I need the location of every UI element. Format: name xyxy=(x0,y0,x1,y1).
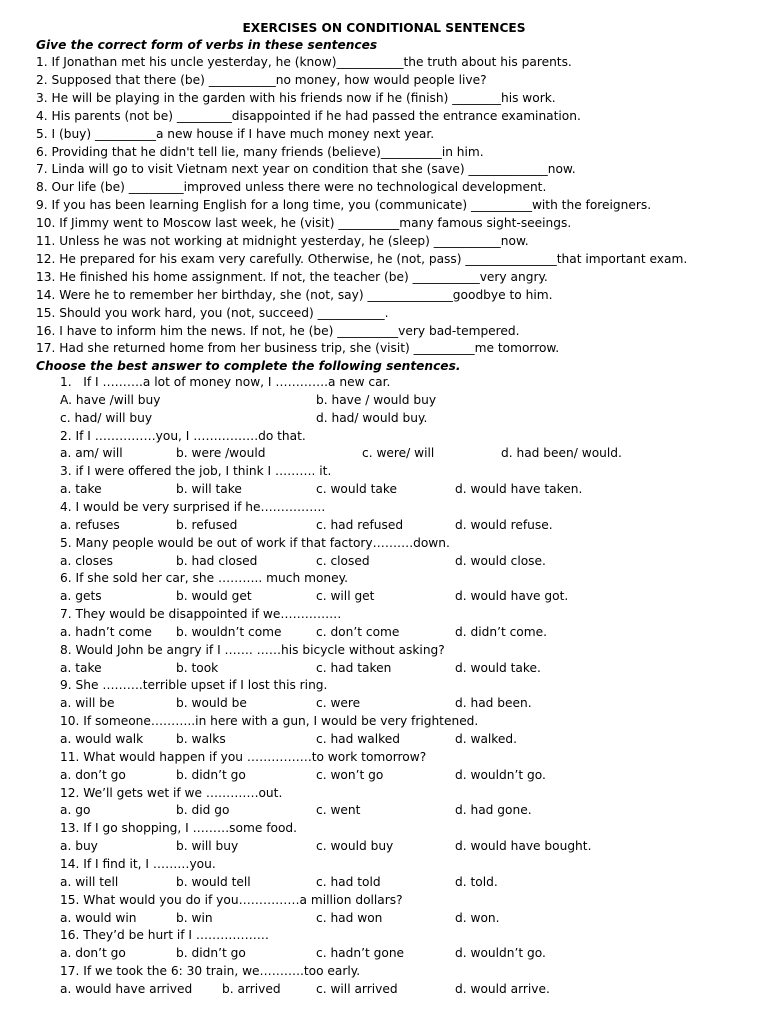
exercise-item: 4. His parents (not be) _________disappointed if he had passed the entrance examination. xyxy=(36,108,581,123)
answer-option[interactable]: b. walks xyxy=(176,732,226,746)
exercise-item: 17. Had she returned home from her business trip, she (visit) __________me tomorrow. xyxy=(36,341,560,356)
answer-option[interactable]: b. didn’t go xyxy=(176,946,246,961)
exercise-item: 8. Our life (be) _________improved unless there were no technological development. xyxy=(36,180,547,195)
answer-option[interactable]: c. had taken xyxy=(316,660,392,675)
answer-option[interactable]: b. win xyxy=(176,910,213,925)
answer-option[interactable]: b. wouldn’t come xyxy=(176,624,282,639)
question-stem: 5. Many people would be out of work if that factory……….down. xyxy=(60,535,450,550)
question-stem: 13. If I go shopping, I ………some food. xyxy=(60,821,298,836)
answer-option[interactable]: b. did go xyxy=(176,803,230,818)
section2-heading: Choose the best answer to complete the following sentences. xyxy=(36,359,461,374)
question-stem: 8. Would John be angry if I ……. ……his bicycle without asking? xyxy=(60,642,445,657)
answer-option[interactable]: d. walked. xyxy=(455,732,518,746)
question-stem: 7. They would be disappointed if we…………… xyxy=(60,607,342,622)
answer-option[interactable]: A. have /will buy xyxy=(60,392,161,407)
answer-option[interactable]: a. refuses xyxy=(60,517,120,532)
answer-option[interactable]: a. will tell xyxy=(60,874,119,889)
question-stem: 11. What would happen if you …………….to work tomorrow? xyxy=(60,749,427,764)
question-stem: 9. She ……….terrible upset if I lost this ring. xyxy=(60,678,328,693)
answer-option[interactable]: a. closes xyxy=(60,553,113,568)
answer-option[interactable]: d. told. xyxy=(455,874,498,889)
answer-option[interactable]: c. were/ will xyxy=(362,446,435,461)
answer-option[interactable]: b. had closed xyxy=(176,553,258,568)
answer-option[interactable]: d. had been. xyxy=(455,696,532,711)
answer-option[interactable]: d. would have taken. xyxy=(455,482,583,497)
answer-option[interactable]: b. will buy xyxy=(176,839,239,854)
answer-option[interactable]: d. would have bought. xyxy=(455,839,592,854)
answer-option[interactable]: b. will take xyxy=(176,482,242,497)
answer-option[interactable]: c. don’t come xyxy=(316,624,400,639)
answer-option[interactable]: c. were xyxy=(316,696,361,711)
answer-option[interactable]: b. took xyxy=(176,660,219,675)
answer-option[interactable]: d. would close. xyxy=(455,553,546,568)
exercise-item: 14. Were he to remember her birthday, she (not, say) ______________goodbye to him. xyxy=(36,287,553,302)
answer-option[interactable]: d. wouldn’t go. xyxy=(455,946,546,961)
answer-option[interactable]: c. went xyxy=(316,803,361,818)
answer-option[interactable]: a. would walk xyxy=(60,732,144,746)
answer-option[interactable]: c. had refused xyxy=(316,517,404,532)
answer-option[interactable]: d. wouldn’t go. xyxy=(455,767,546,782)
answer-option[interactable]: a. am/ will xyxy=(60,446,123,461)
answer-option[interactable]: a. take xyxy=(60,660,102,675)
exercise-item: 2. Supposed that there (be) ___________no money, how would people live? xyxy=(36,72,487,87)
question-stem: 14. If I find it, I ………you. xyxy=(60,856,216,871)
answer-option[interactable]: d. would take. xyxy=(455,660,541,675)
answer-option[interactable]: d. had been/ would. xyxy=(501,446,622,461)
answer-option[interactable]: d. had/ would buy. xyxy=(316,410,428,425)
exercise-item: 7. Linda will go to visit Vietnam next year on condition that she (save) _____________now. xyxy=(36,162,576,177)
answer-option[interactable]: b. arrived xyxy=(222,981,281,996)
answer-option[interactable]: b. have / would buy xyxy=(316,392,437,407)
answer-option[interactable]: c. will arrived xyxy=(316,981,398,996)
answer-option[interactable]: c. had won xyxy=(316,910,383,925)
answer-option[interactable]: b. didn’t go xyxy=(176,767,246,782)
answer-option[interactable]: c. won’t go xyxy=(316,767,384,782)
section1-heading: Give the correct form of verbs in these sentences xyxy=(36,38,378,52)
answer-option[interactable]: c. had walked xyxy=(316,732,400,746)
exercise-item: 13. He finished his home assignment. If not, the teacher (be) ___________very angry. xyxy=(36,269,548,284)
question-stem: 15. What would you do if you……………a million dollars? xyxy=(60,892,403,907)
answer-option[interactable]: b. would be xyxy=(176,696,247,711)
exercise-item: 16. I have to inform him the news. If not, he (be) __________very bad-tempered. xyxy=(36,323,520,338)
question-stem: 1. If I ……….a lot of money now, I ………….a new car. xyxy=(60,375,391,389)
question-stem: 16. They’d be hurt if I ……………… xyxy=(60,928,269,943)
question-stem: 17. If we took the 6: 30 train, we………..too early. xyxy=(60,964,361,979)
answer-option[interactable]: b. would tell xyxy=(176,874,251,889)
question-stem: 12. We’ll gets wet if we ………….out. xyxy=(60,785,283,800)
page-title: EXERCISES ON CONDITIONAL SENTENCES xyxy=(242,21,526,35)
answer-option[interactable]: c. would take xyxy=(316,482,397,497)
exercise-item: 6. Providing that he didn't tell lie, many friends (believe)__________in him. xyxy=(36,144,484,159)
answer-option[interactable]: c. had told xyxy=(316,874,381,889)
answer-option[interactable]: a. will be xyxy=(60,696,115,711)
answer-option[interactable]: a. would win xyxy=(60,910,137,925)
answer-option[interactable]: a. buy xyxy=(60,839,98,854)
exercise-item: 12. He prepared for his exam very carefully. Otherwise, he (not, pass) _______________that important exam. xyxy=(36,251,688,266)
answer-option[interactable]: a. would have arrived xyxy=(60,981,193,996)
question-stem: 6. If she sold her car, she ……….. much money. xyxy=(60,571,348,586)
exercise-item: 15. Should you work hard, you (not, succeed) ___________. xyxy=(36,305,389,320)
answer-option[interactable]: a. gets xyxy=(60,589,102,604)
exercise-item: 5. I (buy) __________a new house if I have much money next year. xyxy=(36,126,435,141)
answer-option[interactable]: b. would get xyxy=(176,589,252,604)
answer-option[interactable]: d. won. xyxy=(455,910,500,925)
answer-option[interactable]: a. hadn’t come xyxy=(60,624,152,639)
answer-option[interactable]: a. take xyxy=(60,482,102,497)
answer-option[interactable]: c. closed xyxy=(316,553,370,568)
exercise-item: 3. He will be playing in the garden with his friends now if he (finish) ________his work. xyxy=(36,90,556,105)
answer-option[interactable]: a. go xyxy=(60,803,91,818)
answer-option[interactable]: b. were /would xyxy=(176,446,266,461)
exercise-item: 10. If Jimmy went to Moscow last week, he (visit) __________many famous sight-seeings. xyxy=(36,216,572,231)
question-stem: 2. If I ……………you, I …………….do that. xyxy=(60,428,306,443)
answer-option[interactable]: d. didn’t come. xyxy=(455,624,547,639)
exercise-item: 1. If Jonathan met his uncle yesterday, he (know)___________the truth about his parents. xyxy=(36,55,572,69)
answer-option[interactable]: d. had gone. xyxy=(455,803,532,818)
question-stem: 4. I would be very surprised if he……………. xyxy=(60,499,326,514)
answer-option[interactable]: c. hadn’t gone xyxy=(316,946,405,961)
question-stem: 3. if I were offered the job, I think I ………. it. xyxy=(60,464,332,479)
question-stem: 10. If someone………..in here with a gun, I would be very frightened. xyxy=(60,714,479,729)
exercise-item: 11. Unless he was not working at midnight yesterday, he (sleep) ___________now. xyxy=(36,234,529,248)
answer-option[interactable]: d. would refuse. xyxy=(455,517,553,532)
answer-option[interactable]: a. don’t go xyxy=(60,767,126,782)
answer-option[interactable]: a. don’t go xyxy=(60,946,126,961)
answer-option[interactable]: b. refused xyxy=(176,517,238,532)
answer-option[interactable]: d. would have got. xyxy=(455,589,569,604)
exercise-item: 9. If you has been learning English for a long time, you (communicate) __________with the foreigners. xyxy=(36,198,652,213)
answer-option[interactable]: d. would arrive. xyxy=(455,981,550,996)
answer-option[interactable]: c. would buy xyxy=(316,839,394,854)
answer-option[interactable]: c. will get xyxy=(316,589,375,604)
answer-option[interactable]: c. had/ will buy xyxy=(60,410,153,425)
